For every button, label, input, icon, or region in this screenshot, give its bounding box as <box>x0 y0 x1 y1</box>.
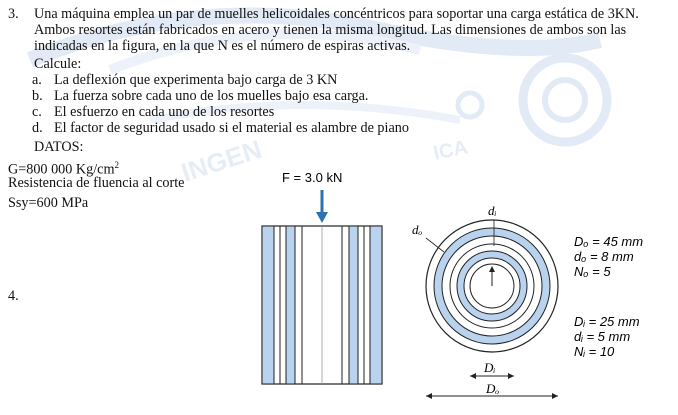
list-item: b. La fuerza sobre cada uno de los muelles bajo esa carga. <box>32 88 369 104</box>
outer-spec-do: dₒ = 8 mm <box>574 249 634 264</box>
do-label: dₒ <box>412 222 423 237</box>
datos-title: DATOS: <box>34 139 84 155</box>
calcule-label: Calcule: <box>34 56 82 72</box>
outer-spec-No: Nₒ = 5 <box>574 264 611 279</box>
list-item: d. El factor de seguridad usado si el material es alambre de piano <box>32 120 409 136</box>
next-problem-number: 4. <box>8 288 19 304</box>
watermark-text-right: ICA <box>431 136 470 165</box>
datos-ssy: Ssy=600 MPa <box>8 195 89 211</box>
problem-number: 3. <box>8 6 19 22</box>
datos-fluencia: Resistencia de fluencia al corte <box>8 175 185 191</box>
watermark-text-left: INGEN <box>177 133 266 188</box>
spring-side-view <box>262 226 382 384</box>
spring-figure <box>240 160 678 415</box>
di-label: dᵢ <box>488 203 497 218</box>
inner-spec-di: dᵢ = 5 mm <box>574 329 631 344</box>
inner-spec-Di: Dᵢ = 25 mm <box>574 314 640 329</box>
spring-top-view <box>426 220 558 352</box>
list-item: a. La deflexión que experimenta bajo carga de 3 KN <box>32 72 338 88</box>
question-list <box>32 72 409 136</box>
list-item: c. El esfuerzo en cada uno de los resortes <box>32 104 275 120</box>
Di-dimension: Dᵢ <box>484 360 496 375</box>
outer-spec-Do: Dₒ = 45 mm <box>574 234 644 249</box>
datos-g: G=800 000 $Kg/cm^2$ <box>8 160 120 178</box>
force-label: F = 3.0 kN <box>282 170 343 185</box>
inner-spec-Ni: Nᵢ = 10 <box>574 344 615 359</box>
problem-statement: Una máquina emplea un par de muelles helicoidales concéntricos para soportar una carga estática de 3KN. Ambos resortes están fabricados en acero y tienen la misma longitud. Las dimensiones de ambos son las indicadas en la figura, en la que N es el número de espiras activas. <box>34 6 639 54</box>
Do-dimension: Dₒ <box>486 381 500 396</box>
force-arrow-head <box>316 212 328 223</box>
